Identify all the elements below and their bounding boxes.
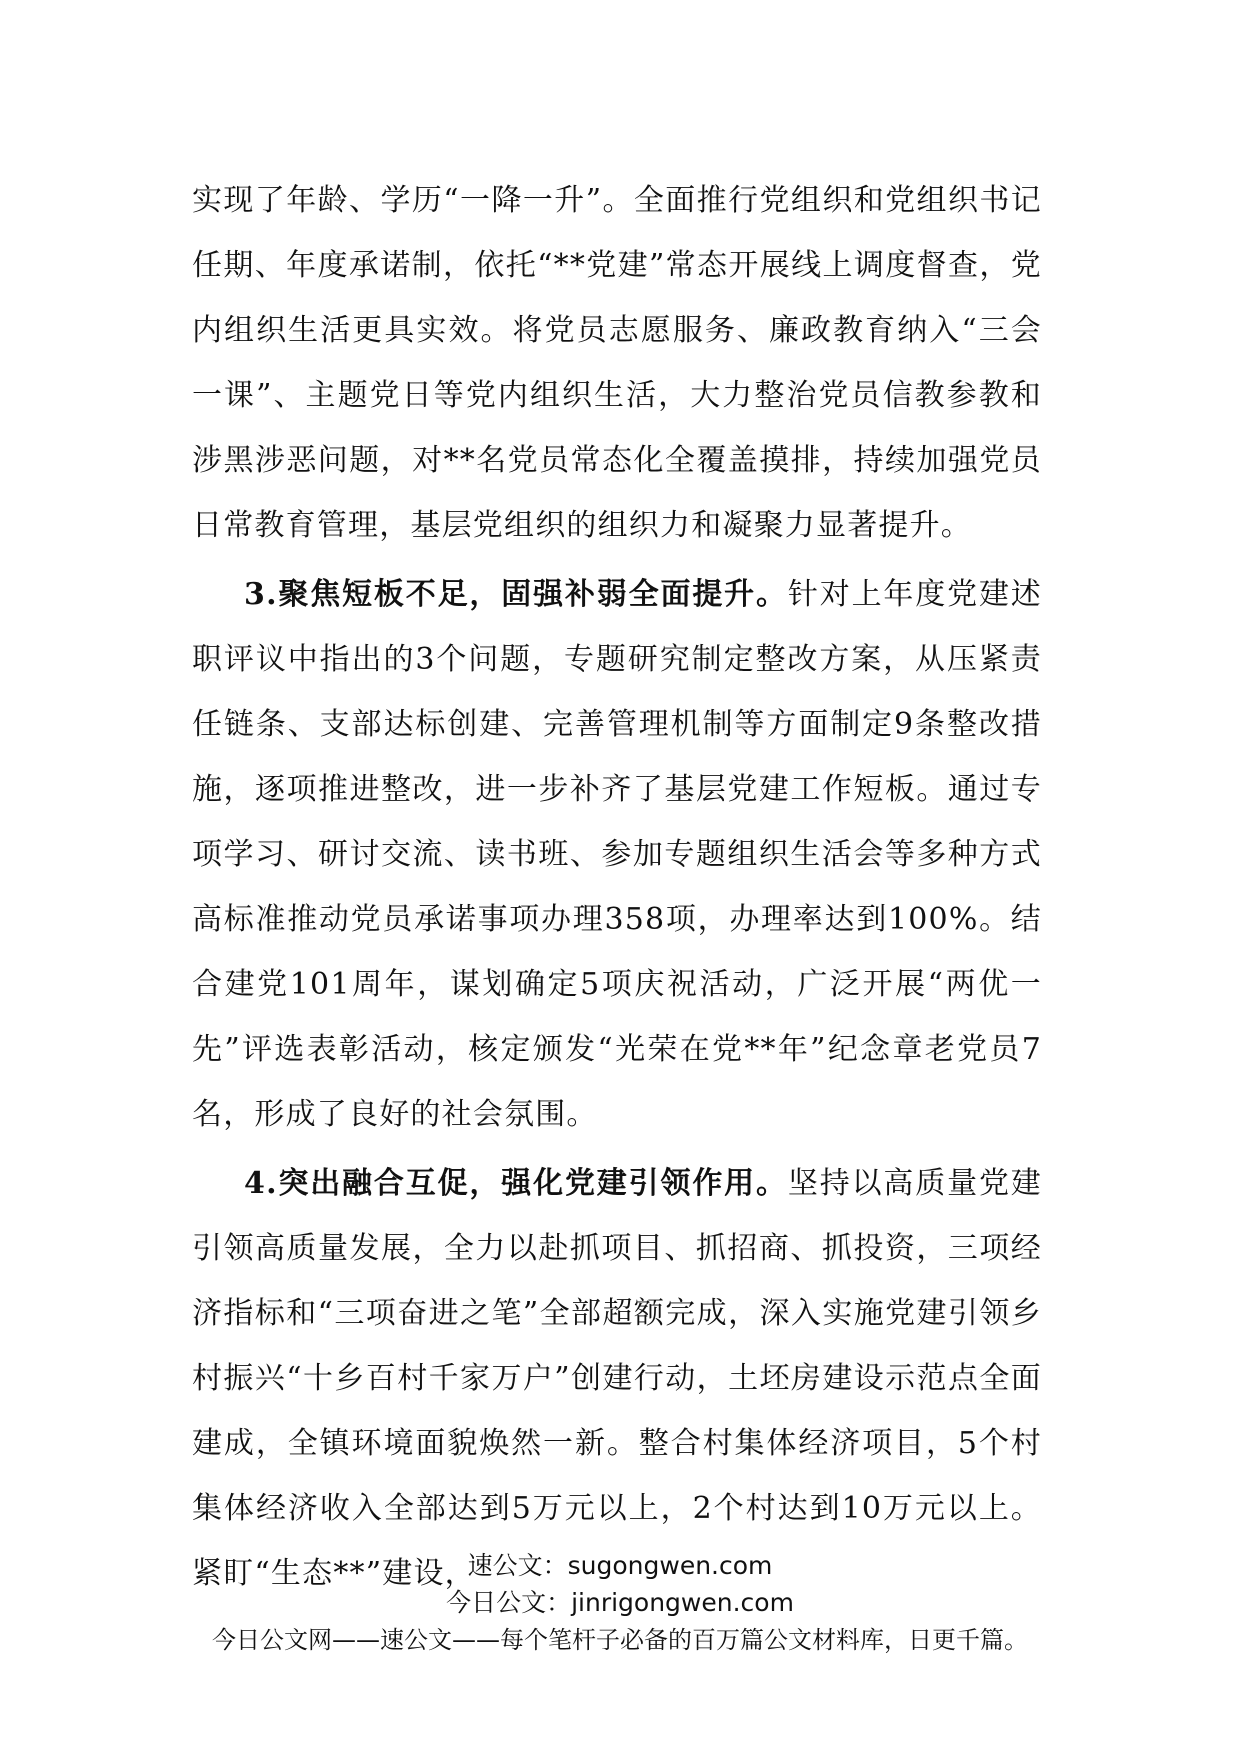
footer-line-sugongwen	[0, 1551, 1240, 1581]
paragraph-continued	[192, 168, 1042, 558]
paragraph-item-4	[192, 1151, 1042, 1606]
paragraph-item-3	[192, 562, 1042, 1147]
paragraph-text: 实现了年龄、学历“一降一升”。全面推行党组织和党组织书记任期、年度承诺制，依托“**党建”常态开展线上调度督查，党内组织生活更具实效。将党员志愿服务、廉政教育纳入“三会一课”、主题党日等党内组织生活，大力整治党员信教参教和涉黑涉恶问题，对**名党员常态化全覆盖摸排，持续加强党员日常教育管理，基层党组织的组织力和凝聚力显著提升。	[192, 183, 1042, 543]
footer-label: 今日公文：	[446, 1588, 572, 1617]
footer-label: 速公文：	[467, 1551, 568, 1580]
footer-slogan-text: 今日公文网——速公文——每个笔杆子必备的百万篇公文材料库，日更千篇。	[212, 1626, 1028, 1654]
document-body	[192, 168, 1042, 1606]
paragraph-heading: 4.突出融合互促，强化党建引领作用。	[244, 1166, 788, 1201]
paragraph-text: 针对上年度党建述职评议中指出的3个问题，专题研究制定整改方案，从压紧责任链条、支部达标创建、完善管理机制等方面制定9条整改措施，逐项推进整改，进一步补齐了基层党建工作短板。通过专项学习、研讨交流、读书班、参加专题组织生活会等多种方式高标准推动党员承诺事项办理358项，办理率达到100%。结合建党101周年，谋划确定5项庆祝活动，广泛开展“两优一先”评选表彰活动，核定颁发“光荣在党**年”纪念章老党员7名，形成了良好的社会氛围。	[192, 577, 1042, 1132]
footer-line-jinrigongwen	[0, 1588, 1240, 1618]
paragraph-text: 坚持以高质量党建引领高质量发展，全力以赴抓项目、抓招商、抓投资，三项经济指标和“三项奋进之笔”全部超额完成，深入实施党建引领乡村振兴“十乡百村千家万户”创建行动，土坯房建设示范点全面建成，全镇环境面貌焕然一新。整合村集体经济项目，5个村集体经济收入全部达到5万元以上，2个村达到10万元以上。紧盯“生态**”建设，	[192, 1166, 1042, 1591]
paragraph-heading: 3.聚焦短板不足，固强补弱全面提升。	[244, 577, 788, 612]
footer-link-sugongwen[interactable]: sugongwen.com	[567, 1551, 773, 1580]
footer-link-jinrigongwen[interactable]: jinrigongwen.com	[571, 1588, 794, 1617]
footer-slogan	[0, 1625, 1240, 1655]
